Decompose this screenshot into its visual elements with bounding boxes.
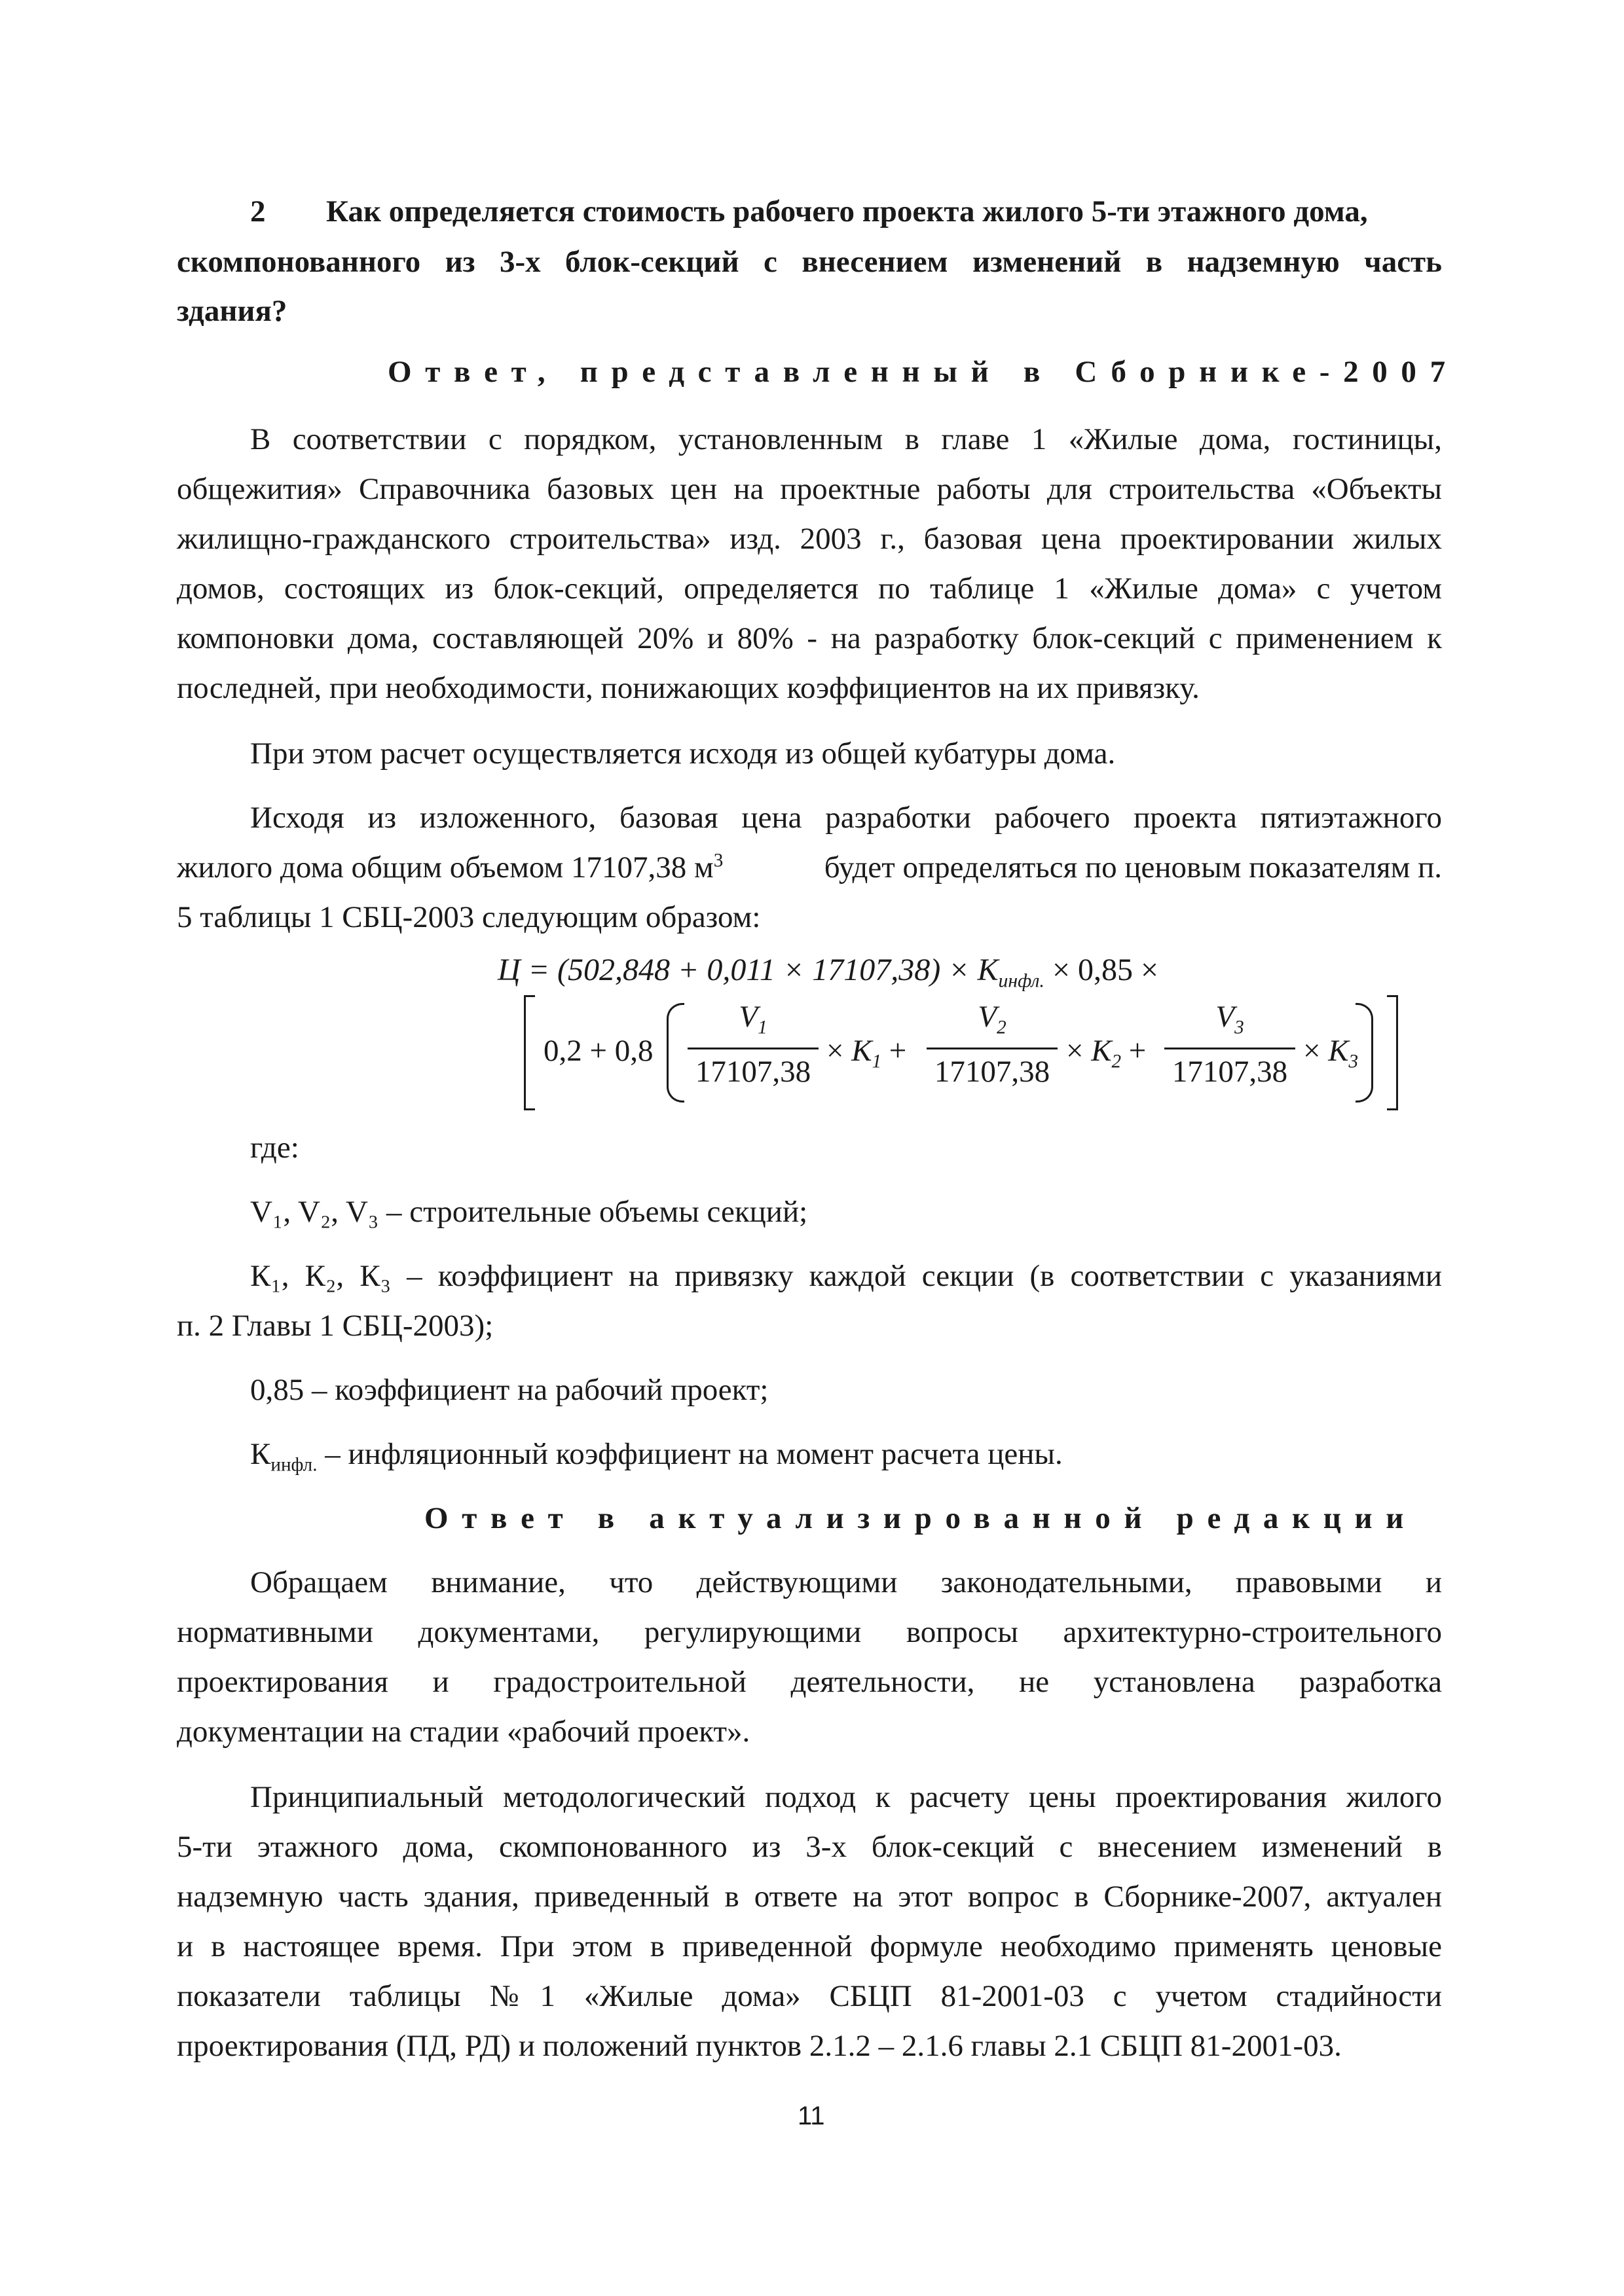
paragraph-line: жилищно-гражданского строительства» изд. 2003 г., базовая цена проектировании жилых bbox=[177, 522, 1442, 556]
fraction-3-denominator: 17107,38 bbox=[1172, 1055, 1288, 1089]
section-heading-2007: Ответ, представленный в Сборнике-2007 bbox=[388, 355, 1459, 389]
fraction-2-denominator: 17107,38 bbox=[934, 1055, 1050, 1089]
term-3-coef: × $К_3$ bbox=[1303, 1034, 1359, 1072]
paragraph-line: компоновки дома, составляющей 20% и 80% - на разработку блок-секций с применением к bbox=[177, 621, 1442, 655]
formula-line-2 bbox=[524, 995, 1401, 1113]
question-number: 2 bbox=[250, 194, 266, 228]
legend-where: где: bbox=[250, 1131, 299, 1165]
term-2-coef: × $К_2$ + bbox=[1066, 1034, 1147, 1072]
page-number: 11 bbox=[798, 2102, 825, 2130]
paragraph-line: 5 таблицы 1 СБЦ-2003 следующим образом: bbox=[177, 900, 761, 934]
paragraph-line: 5-ти этажного дома, скомпонованного из 3-х блок-секций с внесением изменений в bbox=[177, 1830, 1442, 1864]
fraction-2-numerator: $V_2$ bbox=[978, 1000, 1006, 1038]
paragraph-line: общежития» Справочника базовых цен на проектные работы для строительства «Объекты bbox=[177, 472, 1442, 506]
paragraph-line: проектирования и градостроительной деятельности, не установлена разработка bbox=[177, 1665, 1442, 1699]
right-paren bbox=[1356, 1003, 1373, 1102]
legend-volumes: V₁, V₂, V₃ – строительные объемы секций; bbox=[250, 1195, 808, 1229]
fraction-3-bar bbox=[1164, 1048, 1295, 1049]
volume-text-rest: будет определяться по ценовым показателям п. bbox=[817, 850, 1442, 884]
fraction-1-numerator: $V_1$ bbox=[739, 1000, 767, 1038]
paragraph-line: показатели таблицы №1 «Жилые дома» СБЦП 81-2001-03 с учетом стадийности bbox=[177, 1979, 1442, 2013]
fraction-3-numerator: $V_3$ bbox=[1215, 1000, 1244, 1038]
question-line-1: Как определяется стоимость рабочего проекта жилого 5-ти этажного дома, bbox=[326, 194, 1368, 228]
paragraph-line: надземную часть здания, приведенный в ответе на этот вопрос в Сборнике-2007, актуален bbox=[177, 1880, 1442, 1914]
paragraph-line: домов, состоящих из блок-секций, определяется по таблице 1 «Жилые дома» с учетом bbox=[177, 572, 1442, 606]
legend-inflation: $К_{инфл.}$ – инфляционный коэффициент на момент расчета цены. bbox=[250, 1437, 1063, 1476]
paragraph-line: В соответствии с порядком, установленным в главе 1 «Жилые дома, гостиницы, bbox=[250, 422, 1442, 456]
right-bracket bbox=[1387, 995, 1398, 1110]
legend-project-coef: 0,85 – коэффициент на рабочий проект; bbox=[250, 1373, 769, 1407]
section-heading-updated: Ответ в актуализированной редакции bbox=[424, 1501, 1418, 1535]
left-paren bbox=[667, 1003, 684, 1102]
formula-line-1: $Ц = (502,848 + 0,011 \times 17107,38) \times К_{инфл.} \times 0,85$ × bbox=[498, 953, 1159, 992]
term-1-coef: × $К_1$ + bbox=[826, 1034, 907, 1072]
paragraph-line: и в настоящее время. При этом в приведенной формуле необходимо применять ценовые bbox=[177, 1929, 1442, 1963]
fraction-2-bar bbox=[927, 1048, 1058, 1049]
question-line-3: здания? bbox=[177, 294, 287, 328]
paragraph-line: последней, при необходимости, понижающих коэффициентов на их привязку. bbox=[177, 671, 1200, 705]
left-bracket bbox=[524, 995, 535, 1110]
paragraph-line: При этом расчет осуществляется исходя из общей кубатуры дома. bbox=[250, 737, 1116, 771]
paragraph-line: Принципиальный методологический подход к расчету цены проектирования жилого bbox=[250, 1780, 1442, 1814]
fraction-1-bar bbox=[688, 1048, 819, 1049]
legend-coefficients-cont: п. 2 Главы 1 СБЦ-2003); bbox=[177, 1309, 494, 1343]
formula-lead: 0,2 + 0,8 bbox=[544, 1034, 654, 1068]
volume-text: жилого дома общим объемом 17107,38 $м^3$ bbox=[177, 850, 724, 884]
fraction-1-denominator: 17107,38 bbox=[695, 1055, 811, 1089]
question-line-2: скомпонованного из 3-х блок-секций с внесением изменений в надземную часть bbox=[177, 245, 1442, 279]
paragraph-line: документации на стадии «рабочий проект». bbox=[177, 1715, 750, 1749]
paragraph-line: Исходя из изложенного, базовая цена разработки рабочего проекта пятиэтажного bbox=[250, 801, 1442, 835]
paragraph-line: Обращаем внимание, что действующими законодательными, правовыми и bbox=[250, 1565, 1442, 1599]
paragraph-line: нормативными документами, регулирующими вопросы архитектурно-строительного bbox=[177, 1615, 1442, 1649]
legend-coefficients: К₁, К₂, К₃ – коэффициент на привязку каждой секции (в соответствии с указаниями bbox=[250, 1259, 1442, 1293]
paragraph-line bbox=[177, 852, 1442, 883]
paragraph-line: проектирования (ПД, РД) и положений пунктов 2.1.2 – 2.1.6 главы 2.1 СБЦП 81-2001-03. bbox=[177, 2029, 1342, 2063]
